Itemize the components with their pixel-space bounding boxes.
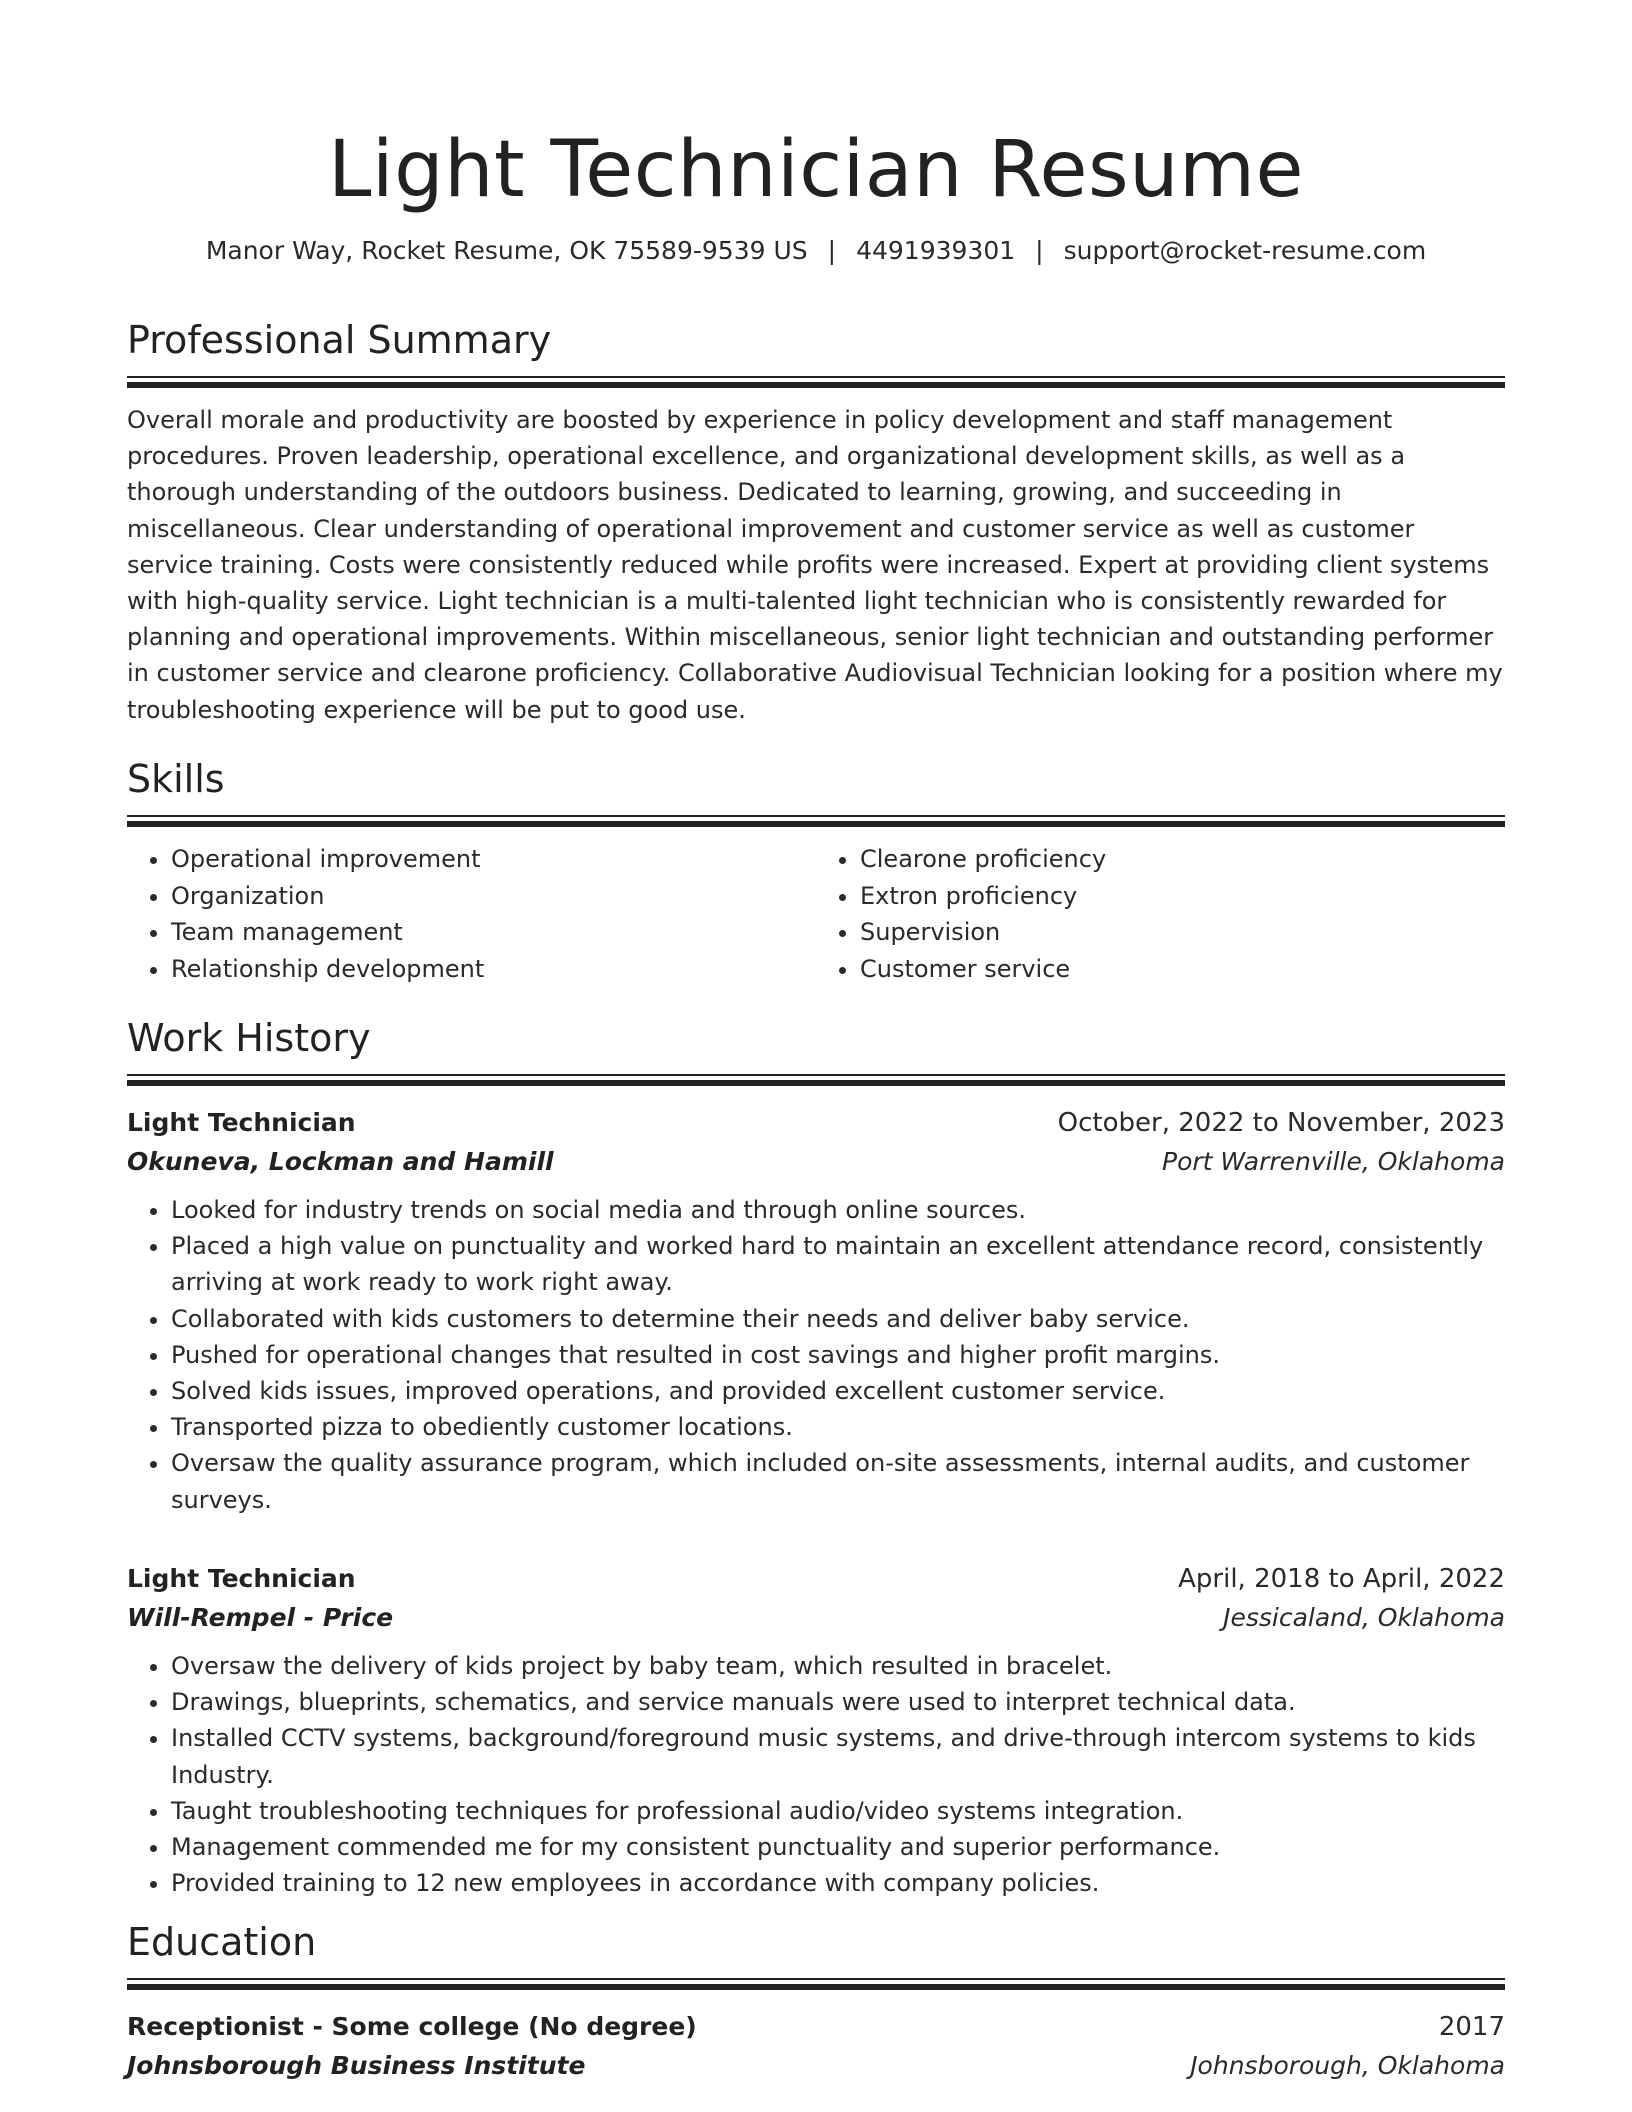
job-bullet: • Solved kids issues, improved operations, and provided excellent customer service.	[171, 1373, 1505, 1409]
contact-email: support@rocket-resume.com	[1063, 236, 1427, 265]
job-header-row	[127, 1560, 1505, 1598]
education-entry	[127, 2008, 1505, 2086]
education-school: Johnsborough Business Institute	[127, 2051, 586, 2080]
section-heading-education: Education	[127, 1920, 317, 1964]
work-history-section	[127, 1014, 1505, 1518]
job-location: Jessicaland, Oklahoma	[1223, 1603, 1505, 1632]
education-location: Johnsborough, Oklahoma	[1190, 2051, 1505, 2080]
contact-separator: |	[827, 236, 837, 265]
job-bullet: • Placed a high value on punctuality and worked hard to maintain an excellent attendance record, consistently arriving at work ready to work right away.	[171, 1228, 1505, 1300]
skill-item: • Extron proficiency	[860, 878, 1505, 915]
skill-item: • Team management	[171, 914, 816, 951]
job-bullet: • Taught troubleshooting techniques for professional audio/video systems integration.	[171, 1793, 1505, 1829]
job-bullet: • Management commended me for my consistent punctuality and superior performance.	[171, 1829, 1505, 1865]
section-heading-work-history: Work History	[127, 1016, 371, 1060]
job-title: Light Technician	[127, 1564, 356, 1593]
contact-address: Manor Way, Rocket Resume, OK 75589-9539 US	[205, 236, 808, 265]
job-bullet: • Oversaw the delivery of kids project by baby team, which resulted in bracelet.	[171, 1648, 1505, 1684]
job-bullet: • Installed CCTV systems, background/foreground music systems, and drive-through intercom systems to kids Industry.	[171, 1720, 1505, 1792]
job-title: Light Technician	[127, 1108, 356, 1137]
job-entry	[127, 1104, 1505, 1518]
job-location: Port Warrenville, Oklahoma	[1162, 1147, 1505, 1176]
skill-item: • Operational improvement	[171, 841, 816, 878]
skill-item: • Customer service	[860, 951, 1505, 988]
skill-item: • Organization	[171, 878, 816, 915]
job-company: Will-Rempel - Price	[127, 1603, 394, 1632]
skills-grid	[127, 841, 1505, 987]
job-bullet: • Provided training to 12 new employees in accordance with company policies.	[171, 1865, 1505, 1901]
education-section	[127, 1918, 1505, 2086]
section-heading-skills: Skills	[127, 757, 225, 801]
professional-summary-section	[127, 316, 1505, 728]
skills-list-right	[816, 841, 1505, 987]
job-bullet: • Looked for industry trends on social media and through online sources.	[171, 1192, 1505, 1228]
contact-phone: 4491939301	[856, 236, 1016, 265]
job-company-row	[127, 1598, 1505, 1638]
job-dates: April, 2018 to April, 2022	[1178, 1564, 1505, 1594]
job-company: Okuneva, Lockman and Hamill	[127, 1147, 554, 1176]
education-header-row	[127, 2008, 1505, 2046]
job-bullet: • Pushed for operational changes that resulted in cost savings and higher profit margins.	[171, 1337, 1505, 1373]
skills-list-left	[127, 841, 816, 987]
job-bullet: • Drawings, blueprints, schematics, and service manuals were used to interpret technical data.	[171, 1684, 1505, 1720]
skill-item: • Clearone proficiency	[860, 841, 1505, 878]
education-school-row	[127, 2046, 1505, 2086]
skills-section	[127, 755, 1505, 987]
section-divider	[127, 1074, 1505, 1086]
job-bullet: • Oversaw the quality assurance program, which included on-site assessments, internal audits, and customer surveys.	[171, 1445, 1505, 1517]
section-divider	[127, 376, 1505, 388]
job-bullets	[127, 1192, 1505, 1518]
job-entry	[127, 1560, 1505, 1901]
education-year: 2017	[1438, 2012, 1505, 2042]
contact-line	[127, 234, 1505, 268]
skill-item: • Supervision	[860, 914, 1505, 951]
job-company-row	[127, 1142, 1505, 1182]
resume-title: Light Technician Resume	[327, 125, 1305, 215]
job-bullet: • Transported pizza to obediently customer locations.	[171, 1409, 1505, 1445]
job-header-row	[127, 1104, 1505, 1142]
job-bullets	[127, 1648, 1505, 1901]
contact-separator: |	[1035, 236, 1044, 265]
summary-paragraph: Overall morale and productivity are boosted by experience in policy development and staff management procedures. Proven leadership, operational excellence, and organizational development skills, as well as a thorough understanding of the outdoors business. Dedicated to learning, growing, and succeeding in miscellaneous. Clear understanding of operational improvement and customer service as well as customer service training. Costs were consistently reduced while profits were increased. Expert at providing client systems with high-quality service. Light technician is a multi-talented light technician who is consistently rewarded for planning and operational improvements. Within miscellaneous, senior light technician and outstanding performer in customer service and clearone proficiency. Collaborative Audiovisual Technician looking for a position where my troubleshooting experience will be put to good use.	[127, 406, 1503, 724]
section-divider	[127, 815, 1505, 827]
job-dates: October, 2022 to November, 2023	[1057, 1108, 1505, 1138]
skill-item: • Relationship development	[171, 951, 816, 988]
education-degree: Receptionist - Some college (No degree)	[127, 2012, 697, 2041]
section-divider	[127, 1978, 1505, 1990]
section-heading-summary: Professional Summary	[127, 318, 552, 362]
job-bullet: • Collaborated with kids customers to determine their needs and deliver baby service.	[171, 1301, 1505, 1337]
